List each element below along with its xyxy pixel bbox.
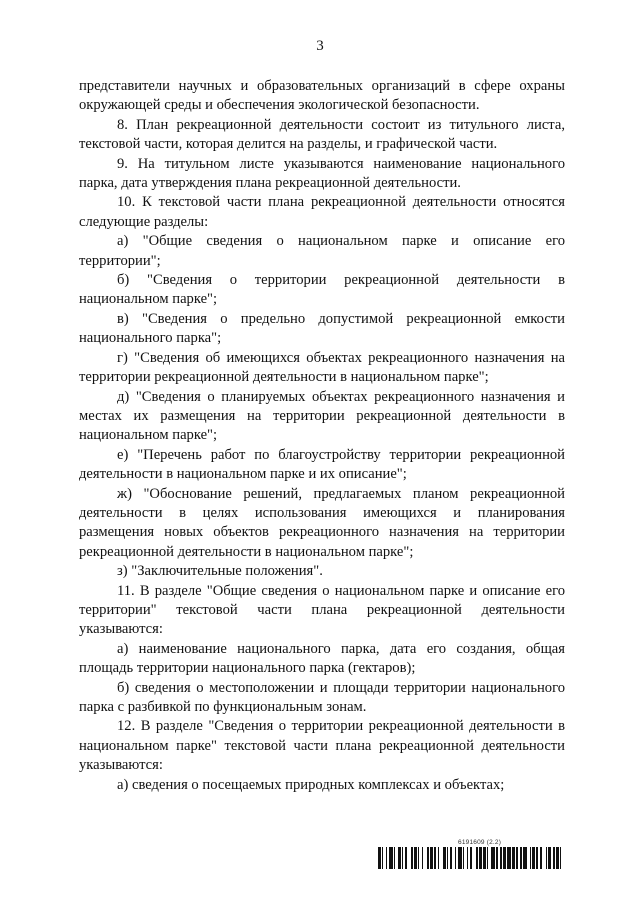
paragraph: а) сведения о посещаемых природных комплексах и объектах;: [117, 776, 505, 793]
paragraph: б) "Сведения о территории рекреационной деятельности в национальном парке";: [79, 272, 565, 308]
paragraph: е) "Перечень работ по благоустройству территории рекреационной деятельности в национальном парке и их описание";: [79, 446, 565, 483]
paragraph: г) "Сведения об имеющихся объектах рекреационного назначения на территории рекреационной деятельности в национальном парке";: [79, 349, 565, 386]
paragraph: представители научных и образовательных организаций в сфере охраны окружающей среды и обеспечения экологической безопасности.: [79, 78, 565, 114]
paragraph: 12. В разделе "Сведения о территории рекреационной деятельности в национальном парке" текстовой части плана рекреационной деятельности указываются:: [79, 718, 565, 774]
paragraph: 10. К текстовой части плана рекреационной деятельности относятся следующие разделы:: [79, 194, 565, 230]
paragraph: а) наименование национального парка, дата его создания, общая площадь территории национального парка (гектаров);: [79, 640, 565, 677]
paragraph: а) "Общие сведения о национальном парке и описание его территории";: [79, 233, 565, 269]
paragraph: ж) "Обоснование решений, предлагаемых планом рекреационной деятельности в целях использования имеющихся и планирования размещения новых объектов рекреационного назначения на территории рекреационной деятельности в национальном парке";: [79, 485, 565, 560]
page-number: 3: [316, 38, 324, 54]
paragraph: в) "Сведения о предельно допустимой рекреационной емкости национального парка";: [79, 310, 565, 347]
barcode-image: [378, 847, 566, 869]
document-body: [79, 77, 565, 795]
paragraph: б) сведения о местоположении и площади территории национального парка с разбивкой по функциональным зонам.: [79, 679, 565, 715]
paragraph: 9. На титульном листе указываются наименование национального парка, дата утверждения плана рекреационной деятельности.: [79, 155, 565, 192]
paragraph: з) "Заключительные положения".: [117, 563, 323, 580]
document-code: 6191609 (2.2): [458, 839, 502, 846]
paragraph: 8. План рекреационной деятельности состоит из титульного листа, текстовой части, которая делится на разделы, и графической части.: [79, 116, 565, 153]
paragraph: 11. В разделе "Общие сведения о национальном парке и описание его территории" текстовой части плана рекреационной деятельности указываются:: [79, 582, 565, 638]
paragraph: д) "Сведения о планируемых объектах рекреационного назначения и местах их размещения на территории рекреационной деятельности в национальном парке";: [79, 388, 565, 444]
